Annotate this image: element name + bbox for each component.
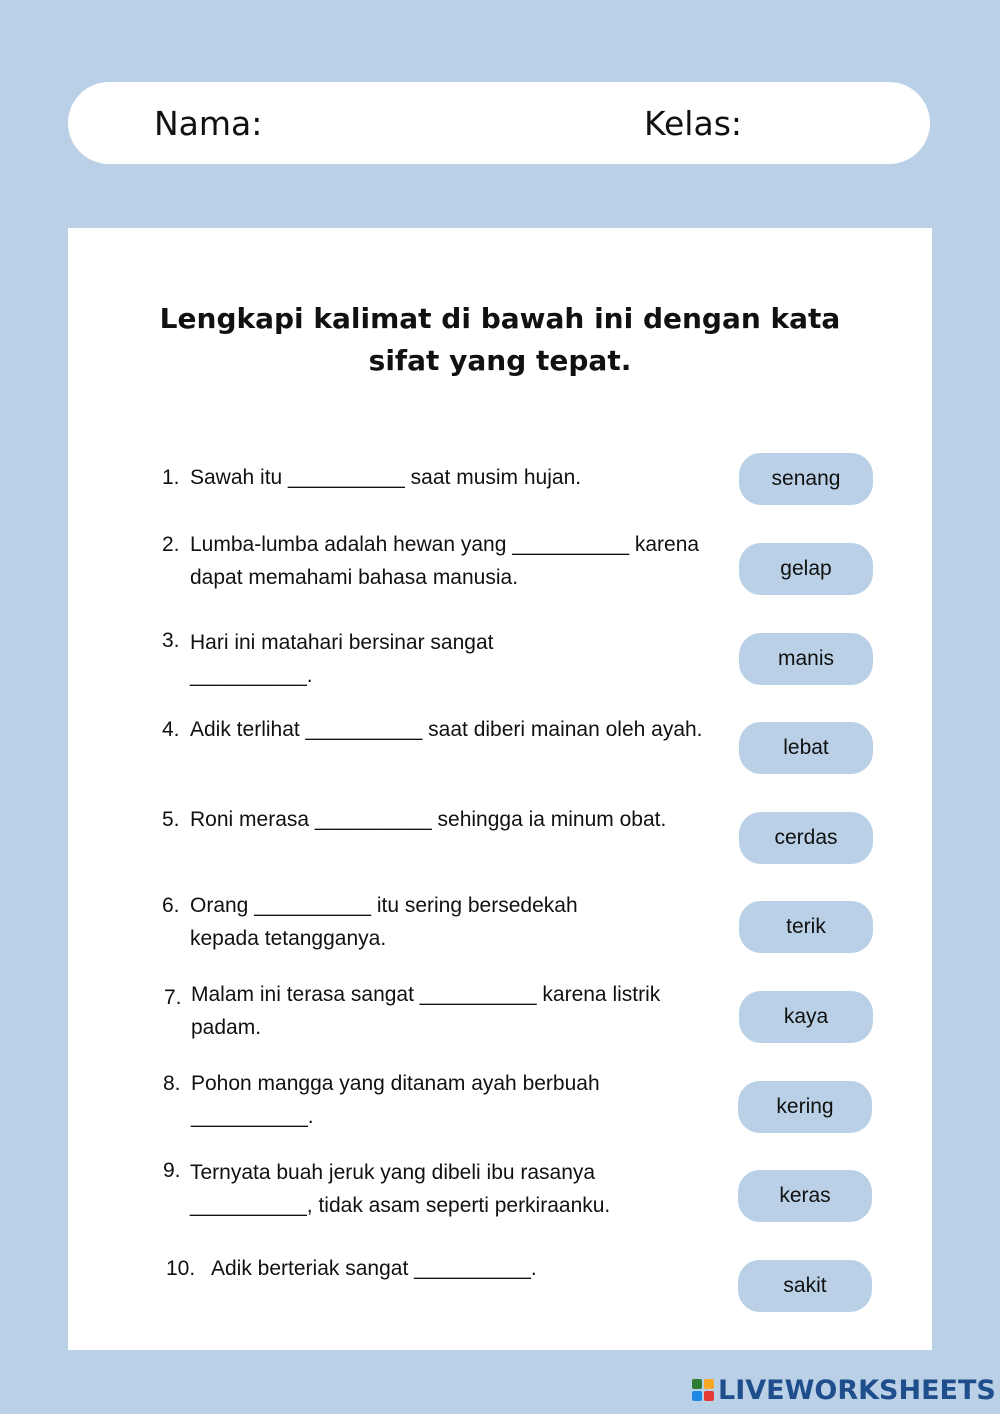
- word-chip-lebat[interactable]: lebat: [739, 722, 873, 774]
- question-text-3: Hari ini matahari bersinar sangat __________.: [190, 631, 494, 687]
- question-number-9: 9.: [163, 1159, 181, 1182]
- brand-name: LIVEWORKSHEETS: [718, 1374, 996, 1406]
- word-chip-kaya[interactable]: kaya: [739, 991, 873, 1043]
- question-number-6: 6.: [162, 894, 180, 917]
- logo-grid-icon: [692, 1379, 714, 1401]
- question-text-8: Pohon mangga yang ditanam ayah berbuah __________.: [191, 1072, 600, 1128]
- question-text-2: Lumba-lumba adalah hewan yang __________ karena dapat memahami bahasa manusia.: [190, 533, 700, 589]
- question-number-1: 1.: [162, 466, 180, 489]
- question-number-10: 10.: [166, 1257, 196, 1280]
- question-text-4: Adik terlihat __________ saat diberi mainan oleh ayah.: [190, 718, 703, 741]
- word-chip-sakit[interactable]: sakit: [738, 1260, 872, 1312]
- worksheet-card: [68, 228, 932, 1350]
- question-text-10: Adik berteriak sangat __________.: [211, 1257, 537, 1280]
- question-number-4: 4.: [162, 718, 180, 741]
- word-chip-manis[interactable]: manis: [739, 633, 873, 685]
- class-label: Kelas:: [644, 104, 743, 143]
- question-number-2: 2.: [162, 533, 180, 556]
- student-info-bar: [68, 82, 930, 164]
- question-text-7: Malam ini terasa sangat __________ karena listrik padam.: [191, 983, 661, 1039]
- word-chip-keras[interactable]: keras: [738, 1170, 872, 1222]
- liveworksheets-logo: [692, 1372, 996, 1408]
- word-chip-gelap[interactable]: gelap: [739, 543, 873, 595]
- word-chip-senang[interactable]: senang: [739, 453, 873, 505]
- question-text-9: Ternyata buah jeruk yang dibeli ibu rasanya __________, tidak asam seperti perkiraanku.: [190, 1161, 611, 1217]
- question-number-8: 8.: [163, 1072, 181, 1095]
- question-text-6: Orang __________ itu sering bersedekah kepada tetangganya.: [190, 894, 578, 950]
- question-text-5: Roni merasa __________ sehingga ia minum obat.: [190, 808, 667, 831]
- worksheet-title: Lengkapi kalimat di bawah ini dengan kata sifat yang tepat.: [159, 302, 841, 377]
- question-number-7: 7.: [164, 986, 182, 1009]
- question-text-1: Sawah itu __________ saat musim hujan.: [190, 466, 582, 489]
- question-number-3: 3.: [162, 629, 180, 652]
- word-chip-cerdas[interactable]: cerdas: [739, 812, 873, 864]
- name-label: Nama:: [154, 104, 263, 143]
- word-chip-terik[interactable]: terik: [739, 901, 873, 953]
- word-chip-kering[interactable]: kering: [738, 1081, 872, 1133]
- question-number-5: 5.: [162, 808, 180, 831]
